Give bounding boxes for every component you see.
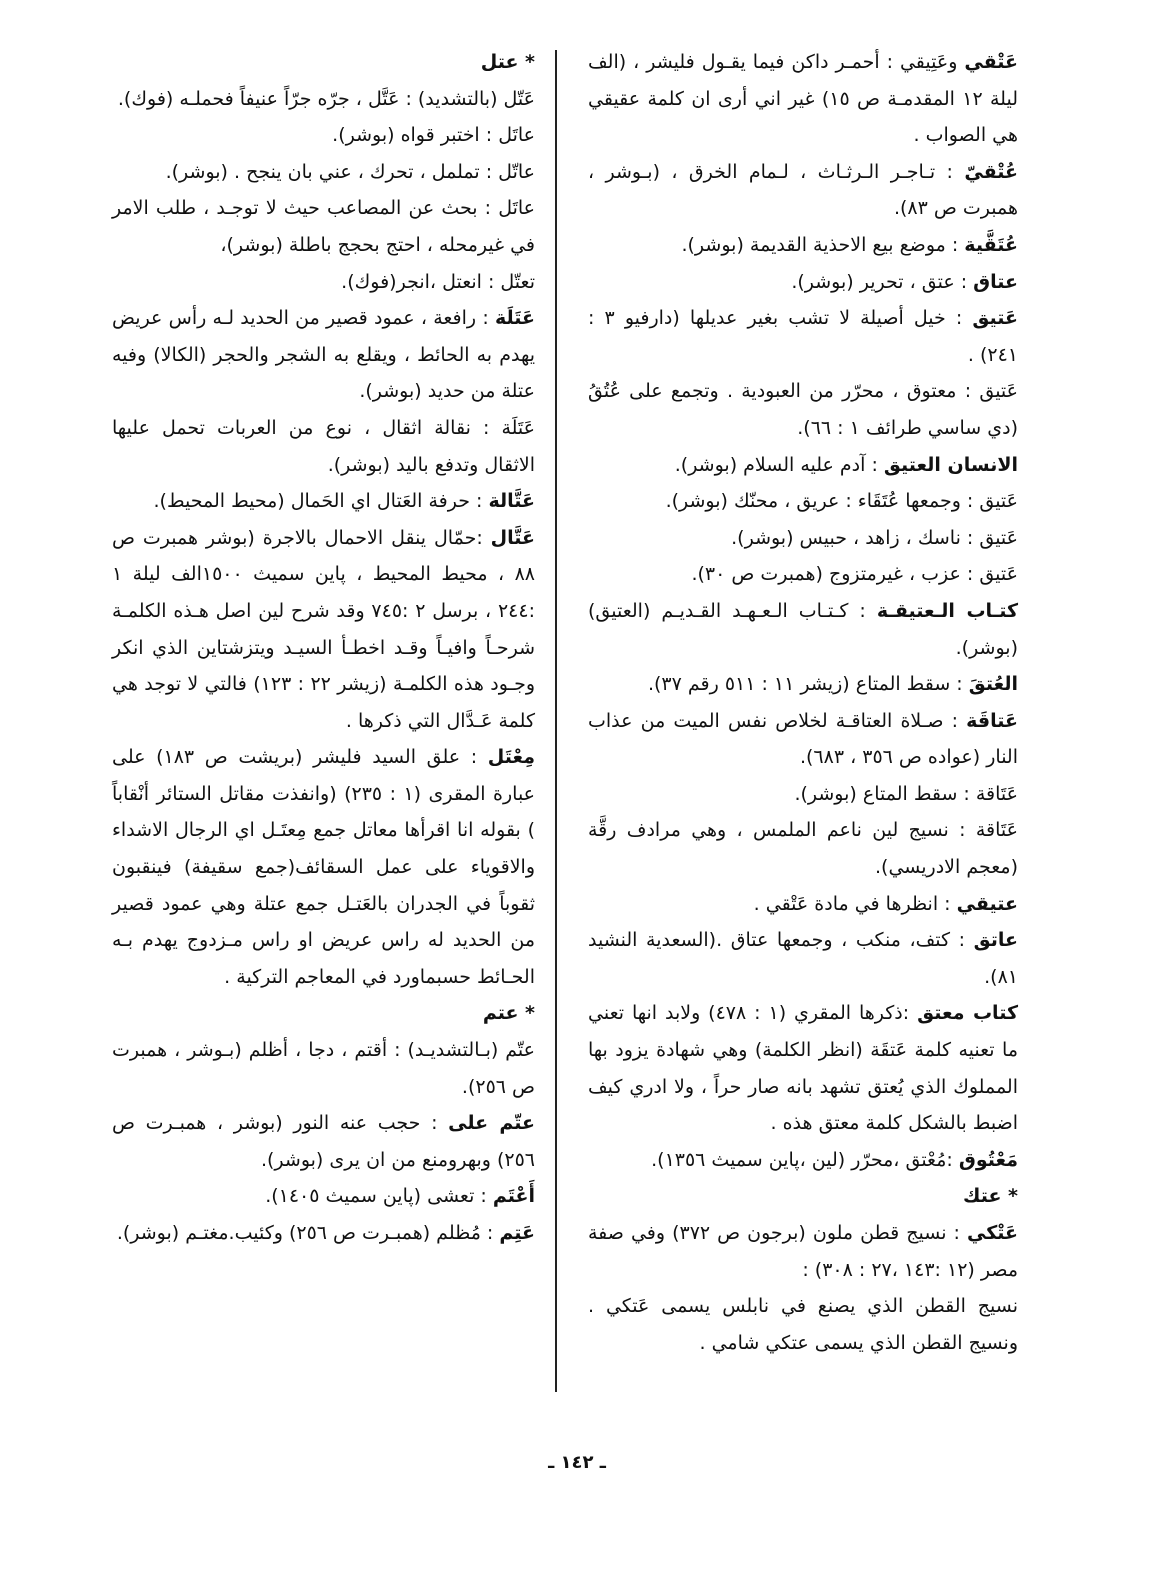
entry-term: عُتْقيّ (964, 160, 1018, 183)
dictionary-entry (588, 483, 1018, 520)
dictionary-entry (112, 190, 535, 263)
dictionary-entry (112, 81, 535, 118)
dictionary-entry (588, 44, 1018, 154)
dictionary-entry (588, 666, 1018, 703)
dictionary-entry (588, 300, 1018, 373)
entry-term: عُتَقَّية (964, 233, 1018, 256)
entry-definition: : تعشى (پاين سميث ١٤٠٥). (265, 1185, 493, 1208)
entry-definition: : عتق ، تحرير (بوشر). (791, 270, 974, 293)
dictionary-entry (588, 447, 1018, 484)
dictionary-entry (112, 410, 535, 483)
entry-definition: عَتَاقة : سقط المتاع (بوشر). (794, 782, 1018, 805)
entry-definition: عَتيق : وجمعها عُتَقَاء : عريق ، محنّك (بوشر). (665, 490, 1018, 513)
entry-definition: :ذكرها المقري (١ : ٤٧٨) ولابد انها تعني ما تعنيه كلمة عَتقَة (انظر الكلمة) وهي شهادة يزود بها المملوك الذي يُعتق تشهد بانه صار حراً ، ولا ادري كيف اضبط بالشكل كلمة معتق هذه . (588, 1002, 1018, 1135)
dictionary-entry (112, 1105, 535, 1178)
entry-definition: : صـلاة العتاقـة لخلاص نفس الميت من عذاب النار (عواده ص ٣٥٦ ، ٦٨٣). (588, 709, 1018, 769)
dictionary-entry (112, 1032, 535, 1105)
dictionary-entry (588, 373, 1018, 446)
dictionary-entry (588, 556, 1018, 593)
dictionary-entry (112, 1178, 535, 1215)
dictionary-entry (112, 264, 535, 301)
dictionary-entry (588, 1142, 1018, 1179)
dictionary-entry (112, 739, 535, 995)
root-heading (112, 44, 535, 81)
entry-term: عَتْقي (964, 51, 1018, 73)
root-heading (588, 1178, 1018, 1215)
entry-definition: : حجب عنه النور (بوشر ، همبـرت ص ٢٥٦) وبهرومنع من ان يرى (بوشر). (112, 1112, 535, 1171)
entry-definition: عَتيق : عزب ، غيرمتزوج (همبرت ص ٣٠). (691, 563, 1018, 586)
entry-term: كتاب معتق (917, 1002, 1018, 1025)
entry-definition: عاتّل : تململ ، تحرك ، عني بان ينجح . (بوشر). (165, 160, 535, 183)
entry-definition: : حرفة العَتال اي الحَمال (محيط المحيط). (153, 490, 489, 513)
entry-term: عتّم على (448, 1112, 535, 1135)
dictionary-entry (588, 1288, 1018, 1361)
right-column (588, 44, 1018, 1361)
entry-term: الانسان العتيق (883, 453, 1018, 476)
entry-definition: عَتَاقة : نسيج لين ناعم الملمس ، وهي مرادف رقَّة (معجم الادريسي). (588, 819, 1018, 879)
entry-definition: : تـاجـر الـرثـاث ، لـمام الخرق ، (بـوشر ، همبرت ص ٨٣). (588, 160, 1018, 220)
root-heading-text: * عتك (963, 1185, 1018, 1208)
entry-definition: : نسيج قطن ملون (برجون ص ٣٧٢) وفي صفة مصر (١٢ :١٤٣ ،٢٧ : ٣٠٨) : (588, 1222, 1018, 1281)
dictionary-entry (588, 227, 1018, 264)
dictionary-entry (588, 703, 1018, 776)
entry-definition: عَتَلَة : نقالة اثقال ، نوع من العربات تحمل عليها الاثقال وتدفع باليد (بوشر). (112, 416, 535, 476)
entry-definition: :حمّال ينقل الاحمال بالاجرة (بوشر همبرت ص ٨٨ ، محيط المحيط ، پاين سميث ١٥٠٠الف ليلة ١ :٢٤٤ ، برسل ٢ :٧٤٥ وقد شرح لين اصل هـذه الكلمـة شرحـاً وافيـاً وقـد اخطـأ السيـد ويتزشتاين الذي انكر وجـود هذه الكلمـة (زيشر ٢٢ : ١٢٣) فالتي لا توجد هي كلمة عَـدَّال التي ذكرها . (112, 526, 535, 732)
entry-term: عَتَّالة (488, 490, 535, 513)
dictionary-entry (588, 812, 1018, 885)
entry-definition: وعَتِيقي : أحمـر داكن فيما يقـول فليشر ، (الف ليلة ١٢ المقدمـة ص ١٥) غير اني أرى ان كلمة عقيقي هي الصواب . (588, 51, 1018, 147)
dictionary-entry (112, 520, 535, 740)
entry-definition: : مُظلم (همبـرت ص ٢٥٦) وكئيب.مغتـم (بوشر). (116, 1222, 500, 1244)
dictionary-entry (588, 776, 1018, 813)
entry-term: عَتيق (972, 307, 1018, 330)
dictionary-entry (112, 1215, 535, 1252)
dictionary-entry (588, 593, 1018, 666)
entry-term: عاتق (973, 929, 1018, 952)
entry-term: عَتاقَة (966, 709, 1018, 732)
entry-definition: نسيج القطن الذي يصنع في نابلس يسمى عَتكي . ونسيج القطن الذي يسمى عتكي شامي . (588, 1295, 1018, 1354)
entry-term: مَعْتُوق (958, 1148, 1018, 1171)
entry-definition: : موضع بيع الاحذية القديمة (بوشر). (681, 233, 965, 256)
dictionary-entry (588, 1215, 1018, 1288)
entry-definition: عاتَل : بحث عن المصاعب حيث لا توجـد ، طلب الامر في غيرمحله ، احتج بحجج باطلة (بوشر)، (112, 197, 535, 256)
dictionary-entry (112, 483, 535, 520)
dictionary-entry (588, 886, 1018, 923)
entry-term: عَتِم (499, 1222, 535, 1244)
column-divider (555, 50, 557, 1392)
left-column (112, 44, 535, 1252)
entry-definition: عَتّل (بالتشديد) : عَتَّل ، جرّه جرّاً عنيفاً فحملـه (فوك). (117, 87, 535, 110)
dictionary-entry (112, 300, 535, 410)
root-heading-text: * عتل (480, 51, 535, 73)
entry-definition: : خيل أصيلة لا تشب بغير عديلها (دارفيو ٣ : ٢٤١) . (588, 307, 1018, 366)
entry-definition: : علق السيد فليشر (بريشت ص ١٨٣) على عبارة المقرى (١ : ٢٣٥) (وانفذت مقاتل الستائر أنْقاباً ) بقوله انا اقرأها معاتل جمع مِعتَـل اي الرجال الاشداء والاقوياء على عمل السقائف(جمع سقيفة) فينقبون ثقوباً في الجدران بالعَتـل جمع عتلة وهي عمود قصير من الحديد له راس عريض او راس مـزدوج يهدم بـه الحـائط حسبماورد في المعاجم التركية . (112, 746, 536, 988)
entry-definition: عَتيق : ناسك ، زاهد ، حبيس (بوشر). (731, 526, 1018, 549)
entry-definition: : انظرها في مادة عَتْقي . (753, 892, 957, 915)
entry-term: عَتْكي (966, 1222, 1018, 1244)
entry-term: عتيقي (956, 892, 1018, 915)
entry-definition: : رافعة ، عمود قصير من الحديد لـه رأس عريض يهدم به الحائط ، ويقلع به الشجر والحجر (الكالا) وفيه عتلة من حديد (بوشر). (112, 307, 535, 403)
entry-definition: عتّم (بـالتشديـد) : أقتم ، دجا ، أظلم (بـوشر ، همبرت ص ٢٥٦). (112, 1039, 535, 1098)
entry-term: العُتقَ (968, 673, 1018, 696)
entry-definition: :مُعْتق ،محرّر (لين ،پاين سميث ١٣٥٦). (651, 1148, 959, 1171)
dictionary-entry (588, 154, 1018, 227)
entry-definition: : آدم عليه السلام (بوشر). (674, 453, 884, 476)
entry-term: عَتَلَة (494, 307, 535, 330)
root-heading-text: * عتم (482, 1002, 535, 1025)
entry-definition: تعتّل : انعتل ،انجر(فوك). (341, 270, 535, 293)
entry-term: عَتَّال (490, 526, 535, 549)
entry-term: أَعْتَم (492, 1185, 535, 1208)
dictionary-entry (588, 995, 1018, 1141)
dictionary-entry (588, 264, 1018, 301)
page-number: ـ ١٤٢ ـ (548, 1452, 606, 1473)
entry-term: عتاق (973, 270, 1018, 293)
dictionary-entry (112, 117, 535, 154)
dictionary-entry (112, 154, 535, 191)
entry-definition: عَتيق : معتوق ، محرّر من العبودية . وتجمع على عُتُقُ (دي ساسي طرائف ١ : ٦٦). (588, 380, 1018, 439)
entry-definition: عاتَل : اختبر قواه (بوشر). (332, 124, 535, 147)
dictionary-entry (588, 922, 1018, 995)
entry-term: كتـاب الـعتيقـة (876, 599, 1018, 622)
root-heading (112, 995, 535, 1032)
entry-term: مِعْتَل (487, 746, 535, 769)
entry-definition: : كـتـاب الـعـهـد القـديـم (العتيق)(بوشر). (588, 599, 1018, 659)
entry-definition: : كتف، منكب ، وجمعها عتاق .(السعدية النشيد ٨١). (588, 929, 1018, 988)
dictionary-entry (588, 520, 1018, 557)
entry-definition: : سقط المتاع (زيشر ١١ : ٥١١ رقم ٣٧). (647, 673, 969, 696)
